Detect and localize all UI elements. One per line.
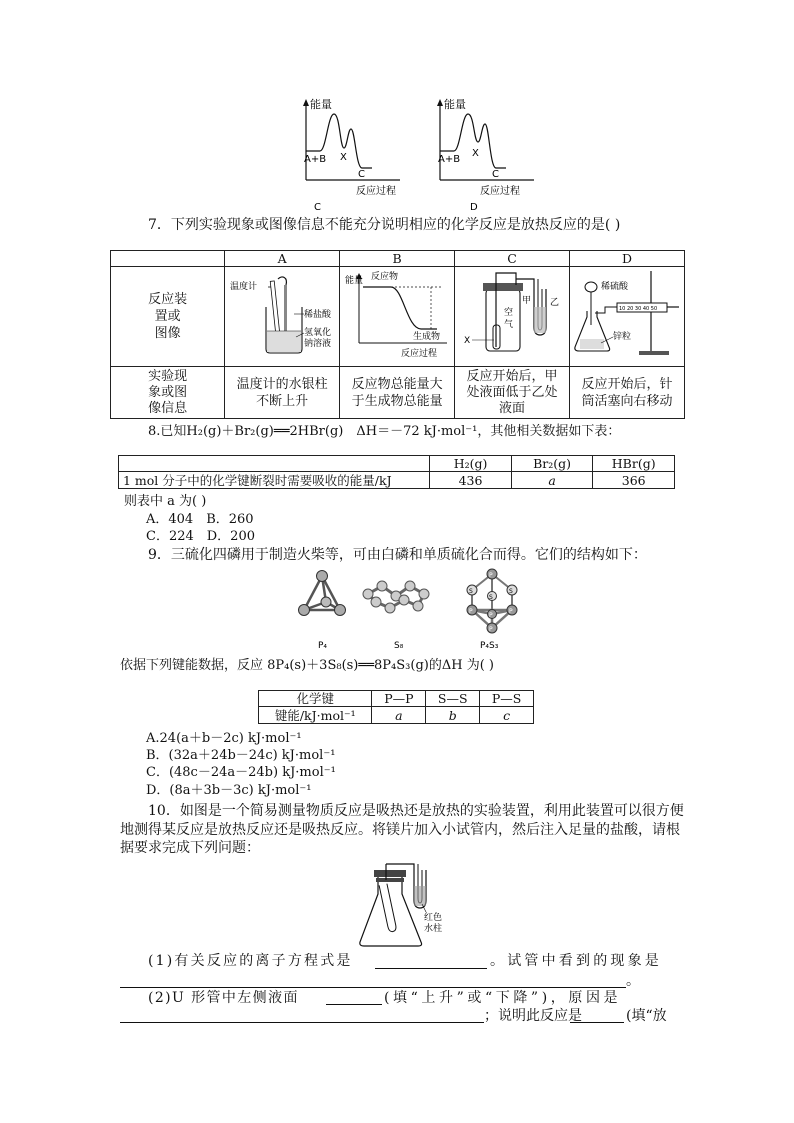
q7-row1-label: 反应装 置或 图像 bbox=[111, 267, 225, 367]
q7-header-b: B bbox=[340, 251, 455, 267]
q8-corner bbox=[119, 456, 430, 472]
q8-val-h2: 436 bbox=[430, 472, 512, 489]
q9-header-bond: 化学键 bbox=[259, 691, 372, 707]
q10-apparatus bbox=[356, 860, 466, 950]
energy-profile-figure bbox=[341, 267, 453, 363]
q10-p1-text: (1)有关反应的离子方程式是 bbox=[148, 953, 353, 969]
q8-options-2: C．224 D．200 bbox=[146, 529, 255, 544]
q7-header-c: C bbox=[455, 251, 570, 267]
fig-c-x: X bbox=[464, 336, 471, 346]
p4s3-molecule bbox=[467, 569, 517, 633]
graph-d-ylabel: 能量 bbox=[444, 98, 466, 111]
graph-d-xlabel: 反应过程 bbox=[480, 186, 520, 197]
q7-header-a: A bbox=[225, 251, 340, 267]
q7-phen-d: 反应开始后，针 筒活塞向右移动 bbox=[570, 367, 685, 419]
fig-c-air1: 空 bbox=[504, 308, 514, 318]
q10-p2-blank3[interactable] bbox=[570, 1022, 624, 1023]
graph-c-mid: X bbox=[340, 152, 347, 163]
fig-c-yi: 乙 bbox=[550, 298, 560, 308]
fig-a-acid: 稀盐酸 bbox=[304, 310, 332, 320]
q9-val-ss: b bbox=[426, 707, 480, 724]
p4s3-atom-s-mid: S bbox=[489, 594, 493, 601]
p4s3-atom-p-left: P bbox=[469, 608, 473, 615]
q10-fig-label2: 水柱 bbox=[424, 924, 443, 934]
fig-c-jia: 甲 bbox=[522, 296, 532, 306]
p4s3-atom-p-mid: P bbox=[489, 612, 493, 619]
graph-d-end: C bbox=[492, 169, 499, 180]
q8-val-hbr: 366 bbox=[593, 472, 675, 489]
q7-fig-d-cell bbox=[570, 267, 685, 367]
q10-p2-blank2[interactable] bbox=[120, 1022, 484, 1023]
label-p4: P₄ bbox=[318, 641, 328, 651]
q10-p2-blank1[interactable] bbox=[326, 1004, 382, 1005]
q8-header-h2: H₂(g) bbox=[430, 456, 512, 472]
q9-header-ps: P—S bbox=[480, 691, 534, 707]
q10-line3: 据要求完成下列问题： bbox=[120, 840, 260, 856]
syringe-flask-figure bbox=[571, 267, 683, 363]
graph-c-start: A+B bbox=[304, 154, 327, 165]
q8-val-br2: a bbox=[511, 472, 593, 489]
q10-p1-blank1[interactable] bbox=[375, 968, 487, 969]
p4s3-atom-s-right: S bbox=[509, 588, 513, 595]
q9-header-ss: S—S bbox=[426, 691, 480, 707]
q7-fig-c-cell bbox=[455, 267, 570, 367]
graph-d-start: A+B bbox=[438, 154, 461, 165]
q9-option-a: A.24(a＋b－2c) kJ·mol⁻¹ bbox=[146, 731, 302, 746]
q9-table bbox=[258, 690, 534, 724]
q8-header-hbr: HBr(g) bbox=[593, 456, 675, 472]
p4s3-atom-p-bottom: P bbox=[489, 626, 493, 633]
q10-p1-end: 。 bbox=[626, 973, 640, 989]
q9-option-c: C．(48c－24a－24b) kJ·mol⁻¹ bbox=[146, 765, 336, 780]
q7-fig-b-cell bbox=[340, 267, 455, 367]
label-p4s3: P₄S₃ bbox=[480, 641, 499, 651]
energy-graph-c bbox=[296, 96, 406, 214]
q7-fig-a-cell bbox=[225, 267, 340, 367]
p4s3-atom-p-top: P bbox=[489, 572, 493, 579]
fig-b-product: 生成物 bbox=[413, 332, 441, 342]
graph-c-xlabel: 反应过程 bbox=[356, 186, 396, 197]
q7-stem: 7．下列实验现象或图像信息不能充分说明相应的化学反应是放热反应的是( ) bbox=[148, 217, 621, 233]
p4s3-atom-p-right: P bbox=[509, 608, 513, 615]
q7-phen-b: 反应物总能量大 于生成物总能量 bbox=[340, 367, 455, 419]
q10-p2-end: (填“放 bbox=[626, 1008, 667, 1024]
fig-b-reactant: 反应物 bbox=[371, 272, 399, 282]
q10-fig-label1: 红色 bbox=[424, 913, 443, 923]
p4s3-atom-s-left: S bbox=[469, 588, 473, 595]
p4-molecule bbox=[299, 571, 346, 616]
graph-c-caption: C bbox=[314, 202, 321, 213]
q9-option-d: D．(8a＋3b－3c) kJ·mol⁻¹ bbox=[146, 783, 312, 798]
q7-row2-label: 实验现 象或图 像信息 bbox=[111, 367, 225, 419]
label-s8: S₈ bbox=[394, 641, 404, 651]
q7-table bbox=[110, 250, 685, 419]
fig-c-air2: 气 bbox=[504, 320, 514, 330]
q9-row-label: 键能/kJ·mol⁻¹ bbox=[259, 707, 372, 724]
q7-corner bbox=[111, 251, 225, 267]
q9-header-pp: P—P bbox=[372, 691, 426, 707]
fig-a-base2: 钠溶液 bbox=[304, 339, 332, 349]
thermometer-beaker-figure bbox=[226, 267, 338, 363]
fig-d-acid: 稀硫酸 bbox=[601, 282, 629, 292]
fig-d-zinc: 锌粒 bbox=[613, 332, 632, 342]
flask-u-tube-figure bbox=[456, 267, 568, 363]
q9-ask: 依据下列键能数据，反应 8P₄(s)＋3S₈(s)══8P₄S₃(g)的ΔH 为( ) bbox=[120, 658, 494, 673]
q8-stem: 8.已知H₂(g)＋Br₂(g)══2HBr(g) ΔH＝－72 kJ·mol⁻¹，其他相关数据如下表： bbox=[148, 424, 621, 439]
q7-header-d: D bbox=[570, 251, 685, 267]
q7-phen-c: 反应开始后，甲 处液面低于乙处 液面 bbox=[455, 367, 570, 419]
q9-option-b: B．(32a＋24b－24c) kJ·mol⁻¹ bbox=[146, 748, 336, 763]
q8-options-1: A．404 B．260 bbox=[146, 512, 254, 527]
q10-line2: 地测得某反应是放热反应还是吸热反应。将镁片加入小试管内，然后注入足量的盐酸，请根 bbox=[120, 822, 680, 838]
q10-p2-l2: ；说明此反应是 bbox=[484, 1008, 582, 1024]
fig-b-ylabel: 能量 bbox=[345, 276, 364, 286]
s8-molecule bbox=[363, 581, 429, 613]
fig-a-base1: 氢氧化 bbox=[304, 328, 332, 338]
graph-c-ylabel: 能量 bbox=[310, 98, 332, 111]
q10-line1: 10．如图是一个简易测量物质反应是吸热还是放热的实验装置，利用此装置可以很方便 bbox=[148, 803, 684, 819]
graph-c-end: C bbox=[358, 169, 365, 180]
molecule-structures bbox=[292, 566, 532, 654]
q8-ask: 则表中 a 为( ) bbox=[124, 494, 207, 509]
q9-val-pp: a bbox=[372, 707, 426, 724]
q10-p2-text: (2)U 形管中左侧液面 bbox=[148, 990, 299, 1006]
q8-header-br2: Br₂(g) bbox=[511, 456, 593, 472]
q9-val-ps: c bbox=[480, 707, 534, 724]
graph-d-caption: D bbox=[470, 202, 478, 213]
fig-b-xlabel: 反应过程 bbox=[401, 349, 438, 359]
q10-p1-mid: 。试管中看到的现象是 bbox=[490, 953, 662, 969]
q9-stem: 9．三硫化四磷用于制造火柴等，可由白磷和单质硫化合而得。它们的结构如下： bbox=[148, 547, 647, 563]
q10-p1-blank2[interactable] bbox=[120, 987, 626, 988]
q10-p2-mid: (填“上升”或“下降”)，原因是 bbox=[384, 990, 622, 1006]
q8-row-label: 1 mol 分子中的化学键断裂时需要吸收的能量/kJ bbox=[119, 472, 430, 489]
fig-a-thermo: 温度计 bbox=[230, 282, 258, 292]
fig-d-scale: 10 20 30 40 50 bbox=[619, 306, 658, 312]
graph-d-mid: X bbox=[472, 148, 479, 159]
q7-phen-a: 温度计的水银柱 不断上升 bbox=[225, 367, 340, 419]
energy-graph-d bbox=[430, 96, 540, 214]
q8-table bbox=[118, 455, 675, 489]
